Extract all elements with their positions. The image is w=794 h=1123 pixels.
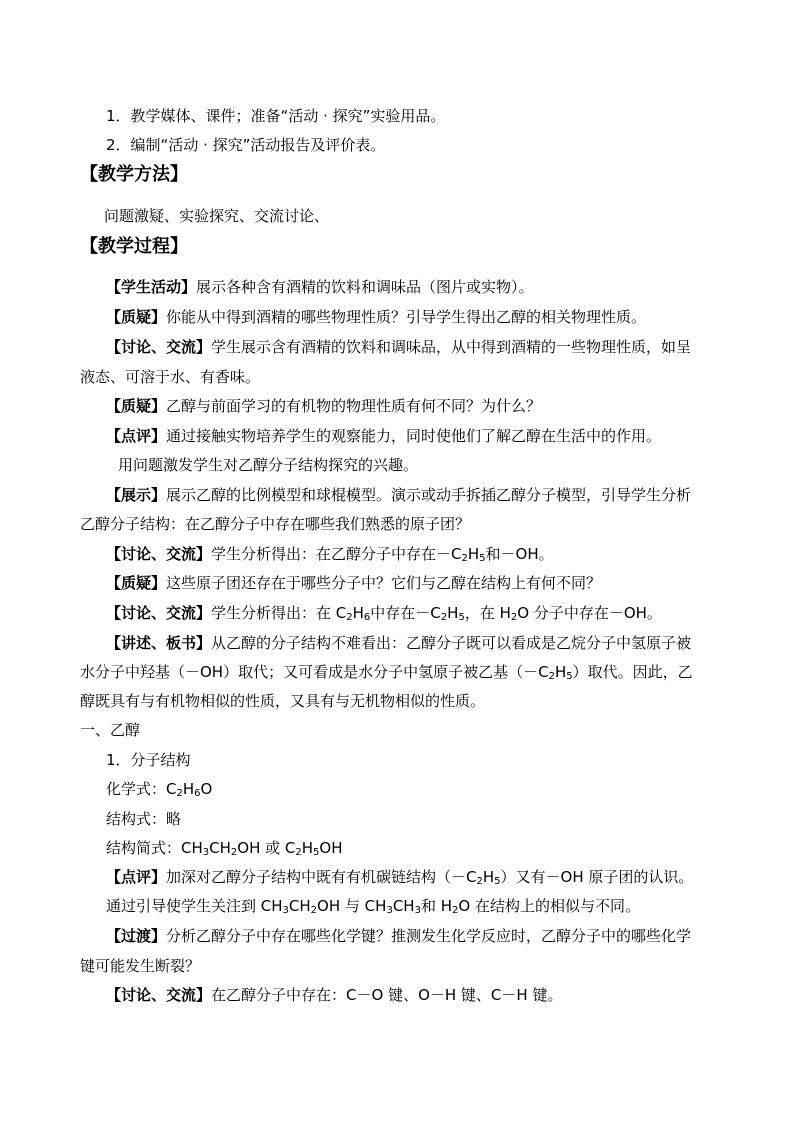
- subscript: 2: [440, 612, 448, 623]
- paragraph-discussion-3: [106, 603, 746, 623]
- tag-discussion-3: 【讨论、交流】: [106, 604, 212, 622]
- paragraph-comment-2-cont: [106, 896, 746, 916]
- methods-heading: 【教学方法】: [80, 164, 188, 185]
- subscript: 5: [494, 876, 501, 887]
- tag-lecture: 【讲述、板书】: [106, 634, 212, 652]
- tag-question-2: 【质疑】: [106, 397, 167, 415]
- text-discussion-2-b: H: [467, 545, 480, 563]
- methods-text: 问题激疑、实验探究、交流讨论、: [104, 207, 330, 225]
- subscript: 5: [566, 671, 573, 682]
- text-seg: H: [447, 604, 459, 622]
- paragraph-display-cont: 乙醇分子结构：在乙醇分子中存在哪些我们熟悉的原子团？: [80, 515, 471, 533]
- text-lecture: 从乙醇的分子结构不难看出：乙醇分子既可以看成是乙烷分子中氢原子被: [211, 634, 692, 652]
- paragraph-discussion-2: [106, 544, 746, 564]
- text-transition: 分析乙醇分子中存在哪些化学键？推测发生化学反应时，乙醇分子中的哪些化学: [166, 927, 692, 945]
- paragraph-discussion-1-cont: 液态、可溶于水、有香味。: [80, 368, 261, 386]
- text-seg: 水分子中羟基（－OH）取代；又可看成是水分子中氢原子被乙基（－C: [80, 663, 549, 681]
- subscript: 5: [313, 847, 320, 858]
- subscript: 3: [282, 905, 289, 916]
- text-seg: O: [200, 780, 213, 798]
- paragraph-lecture-line3: 醇既具有与有机物相似的性质，又具有与无机物相似的性质。: [80, 692, 486, 710]
- text-seg: CH: [209, 839, 231, 857]
- text-seg: OH 或 C: [237, 839, 296, 857]
- tag-discussion-1: 【讨论、交流】: [106, 338, 212, 356]
- tag-question-3: 【质疑】: [106, 574, 167, 592]
- subscript: 2: [452, 905, 459, 916]
- subscript: 3: [386, 905, 393, 916]
- subscript: 2: [176, 788, 183, 799]
- text-seg: H: [554, 663, 567, 681]
- text-question-3: 这些原子团还存在于哪些分子中？它们与乙醇在结构上有何不同？: [166, 574, 602, 592]
- paragraph-discussion-1: [106, 337, 746, 357]
- prep-item-1: 1．教学媒体、课件；准备“活动 · 探究”实验用品。: [106, 107, 446, 125]
- text-seg: H: [352, 604, 364, 622]
- chemical-formula: [106, 779, 746, 799]
- text-seg: 结构简式：CH: [106, 839, 203, 857]
- subscript: 2: [548, 671, 555, 682]
- subscript: 5: [479, 553, 486, 564]
- section-title: 一、乙醇: [80, 721, 141, 739]
- tag-comment-1: 【点评】: [106, 427, 167, 445]
- text-seg: OH: [319, 839, 343, 857]
- subscript: 2: [510, 612, 518, 623]
- text-seg: 加深对乙醇分子结构中既有有机碳链结构（－C: [166, 868, 477, 886]
- text-seg: OH 与 CH: [317, 897, 387, 915]
- text-discussion-1: 学生展示含有酒精的饮料和调味品，从中得到酒精的一些物理性质，如呈: [211, 338, 692, 356]
- subscript: 3: [414, 905, 421, 916]
- tag-student-activity: 【学生活动】: [106, 278, 197, 296]
- text-discussion-2-c: 和－OH。: [485, 545, 554, 563]
- tag-question-1: 【质疑】: [106, 308, 167, 326]
- text-seg: 化学式：C: [106, 780, 177, 798]
- text-seg: 中存在－C: [370, 604, 441, 622]
- paragraph-lecture-line2: [80, 662, 720, 682]
- paragraph-comment-1: [106, 426, 746, 446]
- tag-discussion-4: 【讨论、交流】: [106, 986, 212, 1004]
- structural-formula: 结构式：略: [106, 810, 182, 828]
- tag-transition: 【过渡】: [106, 927, 167, 945]
- text-seg: 和 H: [420, 897, 453, 915]
- text-seg: ，在 H: [464, 604, 511, 622]
- paragraph-question-2: [106, 396, 746, 416]
- tag-comment-2: 【点评】: [106, 868, 167, 886]
- subscript: 2: [295, 847, 302, 858]
- tag-discussion-2: 【讨论、交流】: [106, 545, 212, 563]
- text-display: 展示乙醇的比例模型和球棍模型。演示或动手拆插乙醇分子模型，引导学生分析: [166, 486, 692, 504]
- paragraph-question-3: [106, 573, 746, 593]
- paragraph-discussion-4: [106, 985, 746, 1005]
- process-heading: 【教学过程】: [80, 236, 188, 257]
- subscript: 6: [363, 612, 371, 623]
- subsection-title: 1．分子结构: [106, 751, 191, 769]
- text-student-activity: 展示各种含有酒精的饮料和调味品（图片或实物）。: [196, 278, 534, 296]
- subscript: 2: [346, 612, 353, 623]
- text-question-1: 你能从中得到酒精的哪些物理性质？引导学生得出乙醇的相关物理性质。: [166, 308, 647, 326]
- text-seg: CH: [392, 897, 415, 915]
- prep-item-2: 2．编制“活动 · 探究”活动报告及评价表。: [106, 136, 386, 154]
- subscript: 5: [458, 612, 465, 623]
- paragraph-comment-2: [106, 867, 746, 887]
- tag-display: 【展示】: [106, 486, 167, 504]
- text-seg: H: [182, 780, 195, 798]
- text-seg: H: [301, 839, 314, 857]
- text-seg: 学生分析得出：在 C: [211, 604, 347, 622]
- paragraph-question-1: [106, 307, 746, 327]
- subscript: 2: [310, 905, 318, 916]
- paragraph-lecture: [106, 633, 746, 653]
- text-question-2: 乙醇与前面学习的有机物的物理性质有何不同？为什么？: [166, 397, 542, 415]
- text-seg: O 分子中存在－OH。: [517, 604, 662, 622]
- simplified-formula: [106, 838, 746, 858]
- paragraph-comment-1-cont: 用问题激发学生对乙醇分子结构探究的兴趣。: [118, 456, 419, 474]
- text-discussion-4: 在乙醇分子中存在：C－O 键、O－H 键、C－H 键。: [211, 986, 563, 1004]
- text-comment-1: 通过接触实物培养学生的观察能力，同时使他们了解乙醇在生活中的作用。: [166, 427, 662, 445]
- subscript: 2: [230, 847, 238, 858]
- paragraph-transition: [106, 926, 746, 946]
- subscript: 2: [461, 553, 468, 564]
- text-seg: H: [482, 868, 495, 886]
- subscript: 6: [194, 788, 201, 799]
- subscript: 3: [202, 847, 210, 858]
- text-seg: ）又有－OH 原子团的认识。: [500, 868, 694, 886]
- paragraph-transition-cont: 键可能发生断裂？: [80, 957, 201, 975]
- paragraph-student-activity: [106, 277, 746, 297]
- text-seg: O 在结构上的相似与不同。: [458, 897, 640, 915]
- text-seg: CH: [288, 897, 311, 915]
- paragraph-display: [106, 485, 746, 505]
- text-seg: ）取代。因此，乙: [572, 663, 693, 681]
- text-seg: 通过引导使学生关注到 CH: [106, 897, 283, 915]
- subscript: 2: [476, 876, 483, 887]
- text-discussion-2-a: 学生分析得出：在乙醇分子中存在－C: [211, 545, 462, 563]
